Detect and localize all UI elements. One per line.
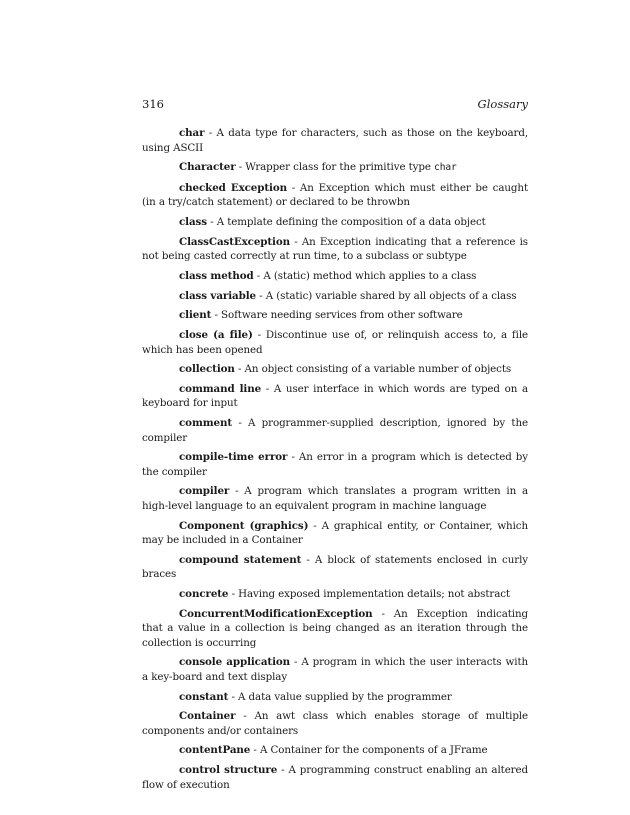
glossary-definition: A block of statements enclosed in curly braces [142,553,528,581]
glossary-entry [142,328,528,357]
code-keyword: char [434,162,457,174]
glossary-entry [142,160,528,176]
glossary-definition: An error in a program which is detected by the compiler [142,451,528,478]
glossary-entry [142,450,528,479]
glossary-term: close (a file) [179,329,253,341]
glossary-definition: Having exposed implementation details; not abstract [238,588,510,600]
glossary-term: checked Exception [179,181,287,194]
glossary-entry [142,416,528,445]
glossary-term: compile-time error [179,451,288,464]
glossary-entry [142,269,528,284]
glossary-definition: An awt class which enables storage of multiple components and/or containers [142,710,528,737]
glossary-term: control structure [179,764,278,777]
glossary-entry [142,690,528,705]
page-header [142,97,528,113]
glossary-entry [142,519,528,548]
glossary-definition: A data value supplied by the programmer [238,690,452,703]
glossary-definition: A program which translates a program written in a high-level language to an equivalent program in machine language [142,485,528,512]
glossary-entry [142,763,528,792]
glossary-definition: A (static) variable shared by all objects of a class [265,289,517,302]
glossary-definition: Wrapper class for the primitive type [245,161,435,174]
glossary-term: class method [179,269,254,282]
separator: - [234,363,245,376]
glossary-definition: An object consisting of a variable number of objects [244,363,512,376]
glossary-definition: A template defining the composition of a data object [216,216,486,229]
page-number: 316 [142,97,164,111]
glossary-term: client [179,309,212,322]
separator: - [229,485,245,498]
glossary-term: Container [179,710,236,723]
glossary-term: ConcurrentModificationException [179,607,373,620]
glossary-term: comment [179,417,233,430]
separator: - [255,289,266,302]
separator: - [261,382,274,395]
separator: - [290,656,302,669]
glossary-entry [142,235,528,264]
glossary-term: collection [179,363,235,376]
separator: - [287,451,299,464]
separator: - [308,519,322,532]
separator: - [250,744,260,757]
glossary-term: command line [179,382,262,395]
separator: - [211,309,222,322]
glossary-entry [142,308,528,323]
glossary-entry [142,215,528,230]
separator: - [277,764,289,777]
separator: - [372,607,394,620]
glossary-definition: A (static) method which applies to a class [263,269,477,282]
glossary-term: class variable [179,289,256,302]
glossary-definition: Software needing services from other software [221,309,463,322]
glossary-definition: A user interface in which words are typed on a keyboard for input [142,382,528,410]
glossary-term: concrete [179,588,229,600]
glossary-entry [142,655,528,684]
glossary-entry [142,743,528,758]
section-title: Glossary [477,97,528,111]
separator: - [290,235,302,248]
glossary-list [142,126,528,797]
glossary-term: console application [179,656,291,669]
separator: - [228,690,239,703]
glossary-entry [142,607,528,651]
glossary-definition: An Exception indicating that a reference is not being casted correctly at run time, to a subclass or subtype [142,235,528,263]
glossary-term: char [179,127,205,139]
glossary-entry [142,553,528,582]
separator: - [253,269,264,282]
glossary-entry [142,587,528,602]
separator: - [301,553,315,566]
glossary-entry [142,484,528,513]
glossary-definition: A graphical entity, or Container, which may be included in a Container [142,519,528,547]
glossary-entry [142,382,528,411]
separator: - [232,417,249,430]
glossary-definition: A program in which the user interacts with a key-board and text display [142,656,529,683]
glossary-term: Character [179,161,236,174]
glossary-definition: A Container for the components of a JFrame [259,744,488,757]
separator: - [235,710,255,723]
glossary-entry [142,181,528,210]
glossary-term: ClassCastException [179,235,291,248]
separator: - [252,329,266,341]
glossary-definition: A data type for characters, such as those on the keyboard, using ASCII [142,127,528,154]
glossary-term: class [179,216,207,229]
glossary-entry [142,362,528,377]
glossary-definition: A programming construct enabling an altered flow of execution [142,764,528,791]
separator: - [286,181,300,194]
glossary-definition: An Exception indicating that a value in a collection is being changed as an iteration through the collection is occurring [142,607,528,649]
glossary-term: compiler [179,485,230,498]
glossary-entry [142,289,528,304]
glossary-term: compound statement [179,553,302,566]
glossary-entry [142,126,528,155]
glossary-term: contentPane [179,744,251,757]
separator: - [228,588,239,600]
glossary-term: constant [179,690,229,703]
glossary-term: Component (graphics) [179,519,309,532]
glossary-definition: An Exception which must either be caught (in a try/catch statement) or declared to be throwbn [142,181,528,209]
separator: - [235,161,246,174]
separator: - [204,127,217,139]
glossary-entry [142,709,528,738]
glossary-definition: A programmer-supplied description, ignored by the compiler [142,417,528,444]
glossary-definition: Discontinue use of, or relinquish access to, a file which has been opened [142,329,529,356]
separator: - [206,216,217,229]
